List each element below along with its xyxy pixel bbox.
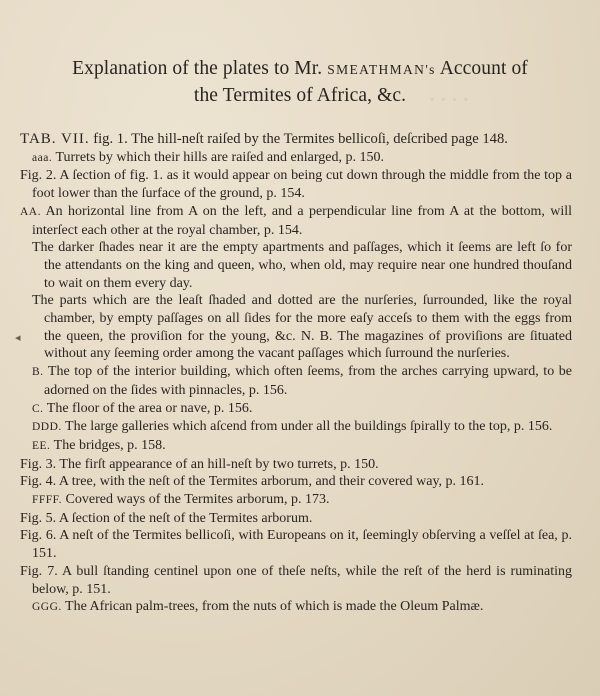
- entry-text: A ſection of fig. 1. as it would appear on being cut down through the middle from the top a foot lower than the ſurface of the ground, p. 154.: [32, 168, 572, 202]
- entry-text: The parts which are the leaſt ſhaded and dotted are the nurſeries, ſurrounded, like the royal chamber, by empty paſſages on all ſides for the more eaſy acceſs to them with the eggs from the queen, the proviſion for the young, &c. N. B. The magazines of proviſions are ſituated without any ſeeming order among the vacant paſſages which ſurround the nurſeries.: [32, 293, 572, 362]
- plate-explanations: [20, 131, 572, 617]
- entry: [20, 167, 572, 202]
- entry: [20, 491, 572, 510]
- entry-key: Fig. 3.: [20, 456, 57, 472]
- entry: [20, 510, 572, 528]
- margin-mark-icon: ◂: [15, 332, 21, 344]
- entry-key: DDD.: [32, 421, 62, 434]
- title-line-1: [20, 56, 580, 83]
- title-text: Explanation of the plates to Mr.: [72, 58, 328, 79]
- bleed-through-text: ▪ ▪ ▪ ▪: [430, 92, 471, 106]
- entry-text: Covered ways of the Termites arborum, p. 173.: [62, 492, 330, 508]
- title-line-2: the Termites of Africa, &c.: [193, 85, 407, 106]
- entry-key: aaa.: [32, 151, 53, 164]
- entry-key: B.: [32, 366, 44, 379]
- entry: [20, 203, 572, 239]
- entry-key: GGG.: [32, 601, 62, 614]
- entry-key: AA.: [20, 205, 41, 218]
- entry-text: fig. 1. The hill-neſt raiſed by the Termites bellicoſi, deſcribed page 148.: [89, 131, 508, 147]
- entry-text: A ſection of the neſt of the Termites arborum.: [56, 510, 313, 526]
- entry-key: Fig. 4.: [20, 474, 57, 490]
- author-name: SMEATHMAN's: [327, 62, 436, 77]
- entry: [20, 418, 572, 437]
- title-text: Account of: [435, 58, 528, 79]
- entry-text: Turrets by which their hills are raiſed and enlarged, p. 150.: [52, 149, 384, 165]
- entry-text: The large galleries which aſcend from under all the buildings ſpirally to the top, p. 156.: [61, 419, 553, 435]
- entry: [20, 131, 572, 149]
- entry-key: Fig. 7.: [20, 563, 58, 579]
- entry: [20, 292, 572, 363]
- entry-text: The floor of the area or nave, p. 156.: [43, 400, 253, 416]
- entry: [20, 400, 572, 419]
- entry-text: The African palm-trees, from the nuts of which is made the Oleum Palmæ.: [61, 599, 484, 615]
- entry-text: A bull ſtanding centinel upon one of theſe neſts, while the reſt of the herd is ruminating below, p. 151.: [32, 563, 572, 597]
- entry: [20, 437, 572, 456]
- entry-key: TAB. VII.: [20, 131, 90, 147]
- entry-text: A neſt of the Termites bellicoſi, with Europeans on it, ſeemingly obſerving a veſſel at ſea, p. 151.: [32, 528, 572, 562]
- entry-key: C.: [32, 402, 44, 415]
- page-title: [20, 56, 580, 109]
- entry: [20, 527, 572, 562]
- entry: [20, 473, 572, 491]
- entry: [20, 563, 572, 598]
- entry-key: Fig. 6.: [20, 528, 57, 544]
- entry-text: The darker ſhades near it are the empty apartments and paſſages, which it ſeems are left ſo for the attendants on the king and queen, who, when old, may require near one hundred thouſand to wait on them every day.: [32, 240, 572, 291]
- entry: [20, 149, 572, 168]
- entry: [20, 363, 572, 399]
- entry-text: The firſt appearance of an hill-neſt by two turrets, p. 150.: [56, 456, 379, 472]
- entry: [20, 598, 572, 617]
- entry-text: An horizontal line from A on the left, and a perpendicular line from A at the bottom, will interſect each other at the royal chamber, p. 154.: [32, 203, 572, 238]
- entry-key: FFFF.: [32, 494, 63, 507]
- entry-key: Fig. 2.: [20, 168, 57, 184]
- entry-text: The top of the interior building, which often ſeems, from the arches carrying upward, to be adorned on the ſides with pinnacles, p. 156.: [43, 364, 572, 398]
- entry: [20, 239, 572, 292]
- entry-key: EE.: [32, 439, 51, 452]
- entry-text: The bridges, p. 158.: [50, 437, 166, 453]
- entry: [20, 456, 572, 474]
- entry-key: Fig. 5.: [20, 510, 57, 526]
- entry-text: A tree, with the neſt of the Termites arborum, and their covered way, p. 161.: [56, 474, 485, 490]
